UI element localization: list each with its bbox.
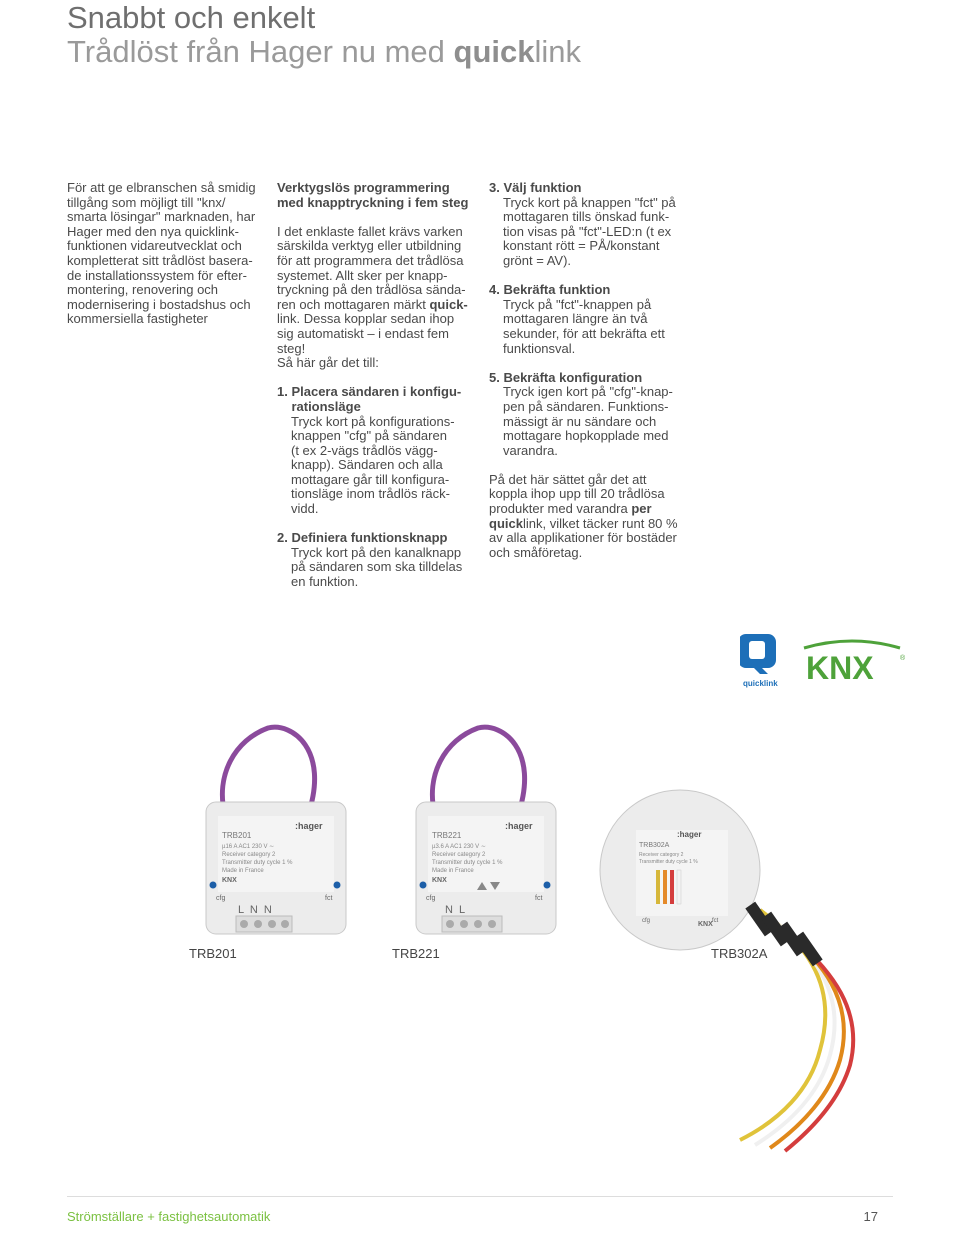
- trb221-spec1: µ3.6 A AC1 230 V ∼: [432, 844, 486, 850]
- trb201-brand: :hager: [295, 821, 323, 831]
- device-trb201: [206, 802, 346, 934]
- caption-trb221: TRB221: [392, 946, 440, 961]
- footer-divider: [67, 1196, 893, 1197]
- page-number: 17: [863, 1209, 878, 1224]
- trb302a-spec1: Receiver category 2: [639, 852, 684, 858]
- subtitle-text: Trådlöst från Hager nu med: [67, 34, 454, 69]
- subtitle-brand-rest: link: [534, 34, 582, 69]
- step5-text: Tryck igen kort på "cfg"-knap- pen på sändaren. Funktions- mässigt är nu sändare och mottagare hopkopplade med varandra.: [503, 384, 673, 458]
- step3-text: Tryck kort på knappen "fct" på mottagaren tills önskad funk- tion visas på "fct"-LED:n (t ex konstant rött = PÅ/konstant grönt = AV).: [503, 194, 676, 268]
- trb201-cfg-label: cfg: [216, 895, 226, 902]
- programming-intro: [277, 225, 487, 371]
- trb201-spec1: µ16 A AC1 230 V ∼: [222, 844, 275, 850]
- trb221-spec3: Transmitter duty cycle 1 %: [432, 860, 503, 866]
- intro-text-after: link. Dessa kopplar sedan ihop sig automatiskt – i endast fem steg! Så här går det till:: [277, 311, 455, 371]
- trb201-cfg-button: [210, 882, 217, 889]
- trb221-spec2: Receiver category 2: [432, 852, 486, 858]
- step1-text: Tryck kort på konfigurations- knappen "cfg" på sändaren (t ex 2-vägs trådlös vägg- knapp). Sändaren och alla mottagare går till konfigura- tionsläge inom trådlös räck- vidd.: [291, 413, 455, 517]
- step2-text: Tryck kort på den kanalknapp på sändaren som ska tilldelas en funktion.: [291, 544, 463, 590]
- trb302a-spec2: Transmitter duty cycle 1 %: [639, 859, 698, 865]
- knx-wordmark: KNX: [806, 650, 874, 686]
- trb302a-model: TRB302A: [639, 842, 670, 849]
- outro-per: per: [631, 501, 652, 517]
- product-photo: [180, 720, 900, 1160]
- trb201-knx: KNX: [222, 877, 237, 884]
- step1-title: 1. Placera sändaren i konfigu- rationsläge: [277, 384, 462, 414]
- outro-text: På det här sättet går det att koppla ihop upp till 20 trådlösa produkter med varandra: [489, 471, 665, 517]
- knx-logo: [798, 641, 906, 686]
- footer-section-title: Strömställare + fastighetsautomatik: [67, 1209, 271, 1224]
- trb221-fct-button: [544, 882, 551, 889]
- programming-column: [277, 181, 487, 590]
- trb302a-cfg-label: cfg: [642, 918, 651, 924]
- trb221-cfg-button: [420, 882, 427, 889]
- subtitle-brand-bold: quick: [453, 34, 535, 69]
- page-subtitle: [67, 34, 581, 70]
- step3-title: 3. Välj funktion: [489, 180, 582, 195]
- intro-text: I det enklaste fallet krävs varken särskilda verktyg eller utbildning för att programmera det trådlösa systemet. Allt sker per knapp- tryckning på den trådlösa sända- ren och mottagaren märkt: [277, 223, 466, 312]
- trb201-fct-label: fct: [325, 895, 333, 902]
- intro-paragraph: För att ge elbranschen så smidig tillgång som möjligt till "knx/ smarta lösingar" marknaden, har Hager med den nya quicklink- funktionen vidareutvecklat och kompletterat sitt trådlöst basera- de installationssystem för efter- montering, renovering och modernisering i bostadshus och kommersiella fastigheter: [67, 180, 256, 327]
- trb302a-brand: :hager: [677, 830, 702, 839]
- trb221-model: TRB221: [432, 831, 462, 840]
- trb221-fct-label: fct: [535, 895, 543, 902]
- brand-logos: [740, 630, 910, 690]
- trb201-spec2: Receiver category 2: [222, 852, 276, 858]
- trb221-brand: :hager: [505, 821, 533, 831]
- trb302a-wires: [740, 902, 853, 1151]
- trb221-terminals-label: N L: [445, 904, 466, 916]
- programming-heading: Verktygslös programmering med knapptryckning i fem steg: [277, 180, 469, 210]
- outro-brand: quick: [489, 515, 523, 531]
- trb201-fct-button: [334, 882, 341, 889]
- intro-brand: quick-: [429, 296, 468, 312]
- quicklink-logo: [740, 634, 778, 688]
- intro-column: [67, 181, 277, 327]
- outro-paragraph: [489, 473, 704, 561]
- step4-text: Tryck på "fct"-knappen på mottagaren längre än två sekunder, för att bekräfta ett funktionsval.: [503, 296, 665, 356]
- trb201-spec3: Transmitter duty cycle 1 %: [222, 860, 293, 866]
- device-trb302a: [600, 790, 760, 950]
- quicklink-wordmark: quicklink: [743, 679, 778, 688]
- page-title: Snabbt och enkelt: [67, 0, 316, 35]
- device-trb221: [416, 802, 556, 934]
- trb201-model: TRB201: [222, 831, 252, 840]
- trb221-spec4: Made in France: [432, 868, 474, 874]
- trb201-spec4: Made in France: [222, 868, 264, 874]
- trb221-cfg-label: cfg: [426, 895, 436, 902]
- steps-column: [489, 181, 704, 560]
- caption-trb302a: TRB302A: [711, 946, 768, 961]
- knx-registered: ®: [900, 655, 906, 662]
- trb302a-knx: KNX: [698, 921, 713, 928]
- trb201-terminals-label: L N N: [238, 904, 272, 916]
- step5-title: 5. Bekräfta konfiguration: [489, 369, 643, 385]
- step2-title: 2. Definiera funktionsknapp: [277, 530, 448, 546]
- caption-trb201: TRB201: [189, 946, 237, 961]
- trb221-knx: KNX: [432, 877, 447, 884]
- trb302a-fct-label: fct: [712, 918, 719, 924]
- step4-title: 4. Bekräfta funktion: [489, 282, 611, 298]
- outro-text-end: link, vilket täcker runt 80 % av alla applikationer för bostäder och småföretag.: [489, 515, 678, 560]
